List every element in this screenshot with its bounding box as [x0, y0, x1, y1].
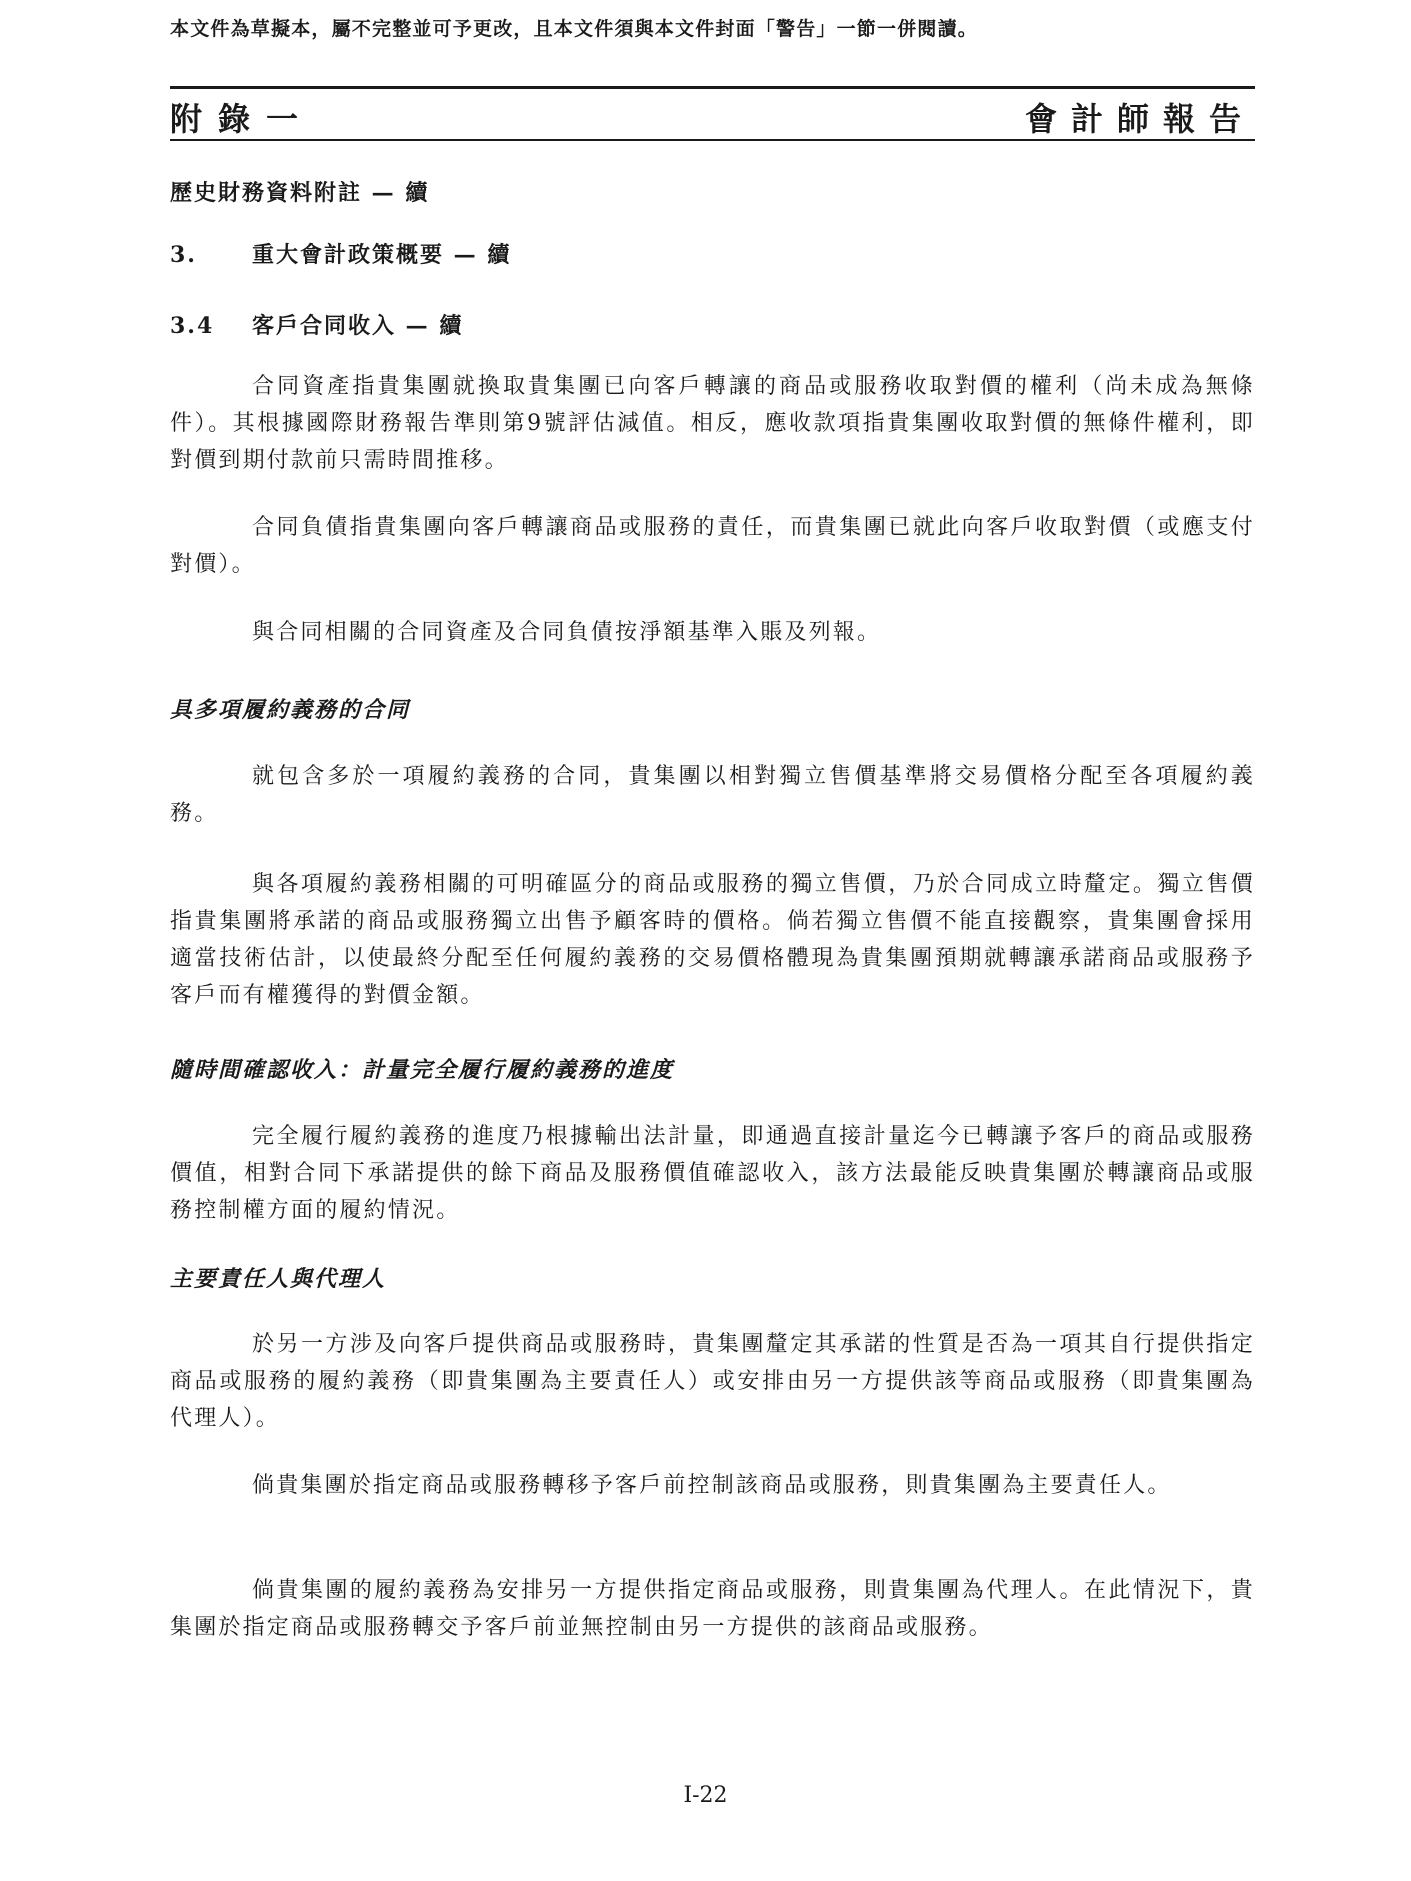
paragraph-allocation: [170, 758, 1255, 832]
page-number: I-22: [683, 1783, 728, 1808]
paragraph-text: 就包含多於一項履約義務的合同，貴集團以相對獨立售價基準將交易價格分配至各項履約義務。: [170, 764, 1255, 826]
paragraph-contract-liabilities: [170, 509, 1255, 583]
paragraph-text: 合同資產指貴集團就換取貴集團已向客戶轉讓的商品或服務收取對價的權利（尚未成為無條件）。其根據國際財務報告準則第9號評估減值。相反，應收款項指貴集團收取對價的無條件權利，即對價到期付款前只需時間推移。: [170, 374, 1255, 473]
heading-3: [170, 238, 1255, 269]
section-title: 歷史財務資料附註 — 續: [170, 180, 430, 206]
paragraph-net-presentation: [170, 614, 1255, 651]
heading-3-title: 重大會計政策概要 — 續: [252, 242, 512, 268]
paragraph-text: 與合同相關的合同資產及合同負債按淨額基準入賬及列報。: [252, 620, 882, 645]
paragraph-text: 倘貴集團的履約義務為安排另一方提供指定商品或服務，則貴集團為代理人。在此情況下，貴集團於指定商品或服務轉交予客戶前並無控制由另一方提供的該商品或服務。: [170, 1578, 1255, 1640]
paragraph-agent: [170, 1572, 1255, 1646]
subheading-multiple-obligations: 具多項履約義務的合同: [170, 697, 411, 723]
paragraph-text: 與各項履約義務相關的可明確區分的商品或服務的獨立售價，乃於合同成立時釐定。獨立售價指貴集團將承諾的商品或服務獨立出售予顧客時的價格。倘若獨立售價不能直接觀察，貴集團會採用適當技術估計，以使最終分配至任何履約義務的交易價格體現為貴集團預期就轉讓承諾商品或服務予客戶而有權獲得的對價金額。: [170, 872, 1255, 1008]
paragraph-standalone-price: [170, 866, 1255, 1014]
heading-3-4: [170, 309, 1255, 340]
draft-notice: 本文件為草擬本，屬不完整並可予更改，且本文件須與本文件封面「警告」一節一併閱讀。: [170, 18, 979, 40]
paragraph-text: 於另一方涉及向客戶提供商品或服務時，貴集團釐定其承諾的性質是否為一項其自行提供指定商品或服務的履約義務（即貴集團為主要責任人）或安排由另一方提供該等商品或服務（即貴集團為代理人）。: [170, 1332, 1255, 1431]
header-rule-bottom: [170, 139, 1255, 141]
heading-3-4-number: 3.4: [170, 313, 215, 339]
subheading-over-time: 隨時間確認收入：計量完全履行履約義務的進度: [170, 1057, 675, 1083]
paragraph-principal: [170, 1467, 1255, 1504]
subheading-principal-agent: 主要責任人與代理人: [170, 1266, 387, 1292]
heading-3-4-title: 客戶合同收入 — 續: [252, 313, 464, 339]
heading-3-number: 3.: [170, 242, 197, 268]
paragraph-text: 倘貴集團於指定商品或服務轉移予客戶前控制該商品或服務，則貴集團為主要責任人。: [252, 1473, 1172, 1498]
paragraph-principal-agent: [170, 1326, 1255, 1437]
header-rule-top: [170, 86, 1255, 89]
paragraph-contract-assets: [170, 368, 1255, 479]
report-title: 會計師報告: [1024, 100, 1255, 138]
appendix-label: 附錄一: [170, 100, 315, 138]
paragraph-text: 完全履行履約義務的進度乃根據輸出法計量，即通過直接計量迄今已轉讓予客戶的商品或服務價值，相對合同下承諾提供的餘下商品及服務價值確認收入，該方法最能反映貴集團於轉讓商品或服務控制權方面的履約情況。: [170, 1124, 1255, 1223]
paragraph-text: 合同負債指貴集團向客戶轉讓商品或服務的責任，而貴集團已就此向客戶收取對價（或應支付對價）。: [170, 515, 1255, 577]
paragraph-output-method: [170, 1118, 1255, 1229]
